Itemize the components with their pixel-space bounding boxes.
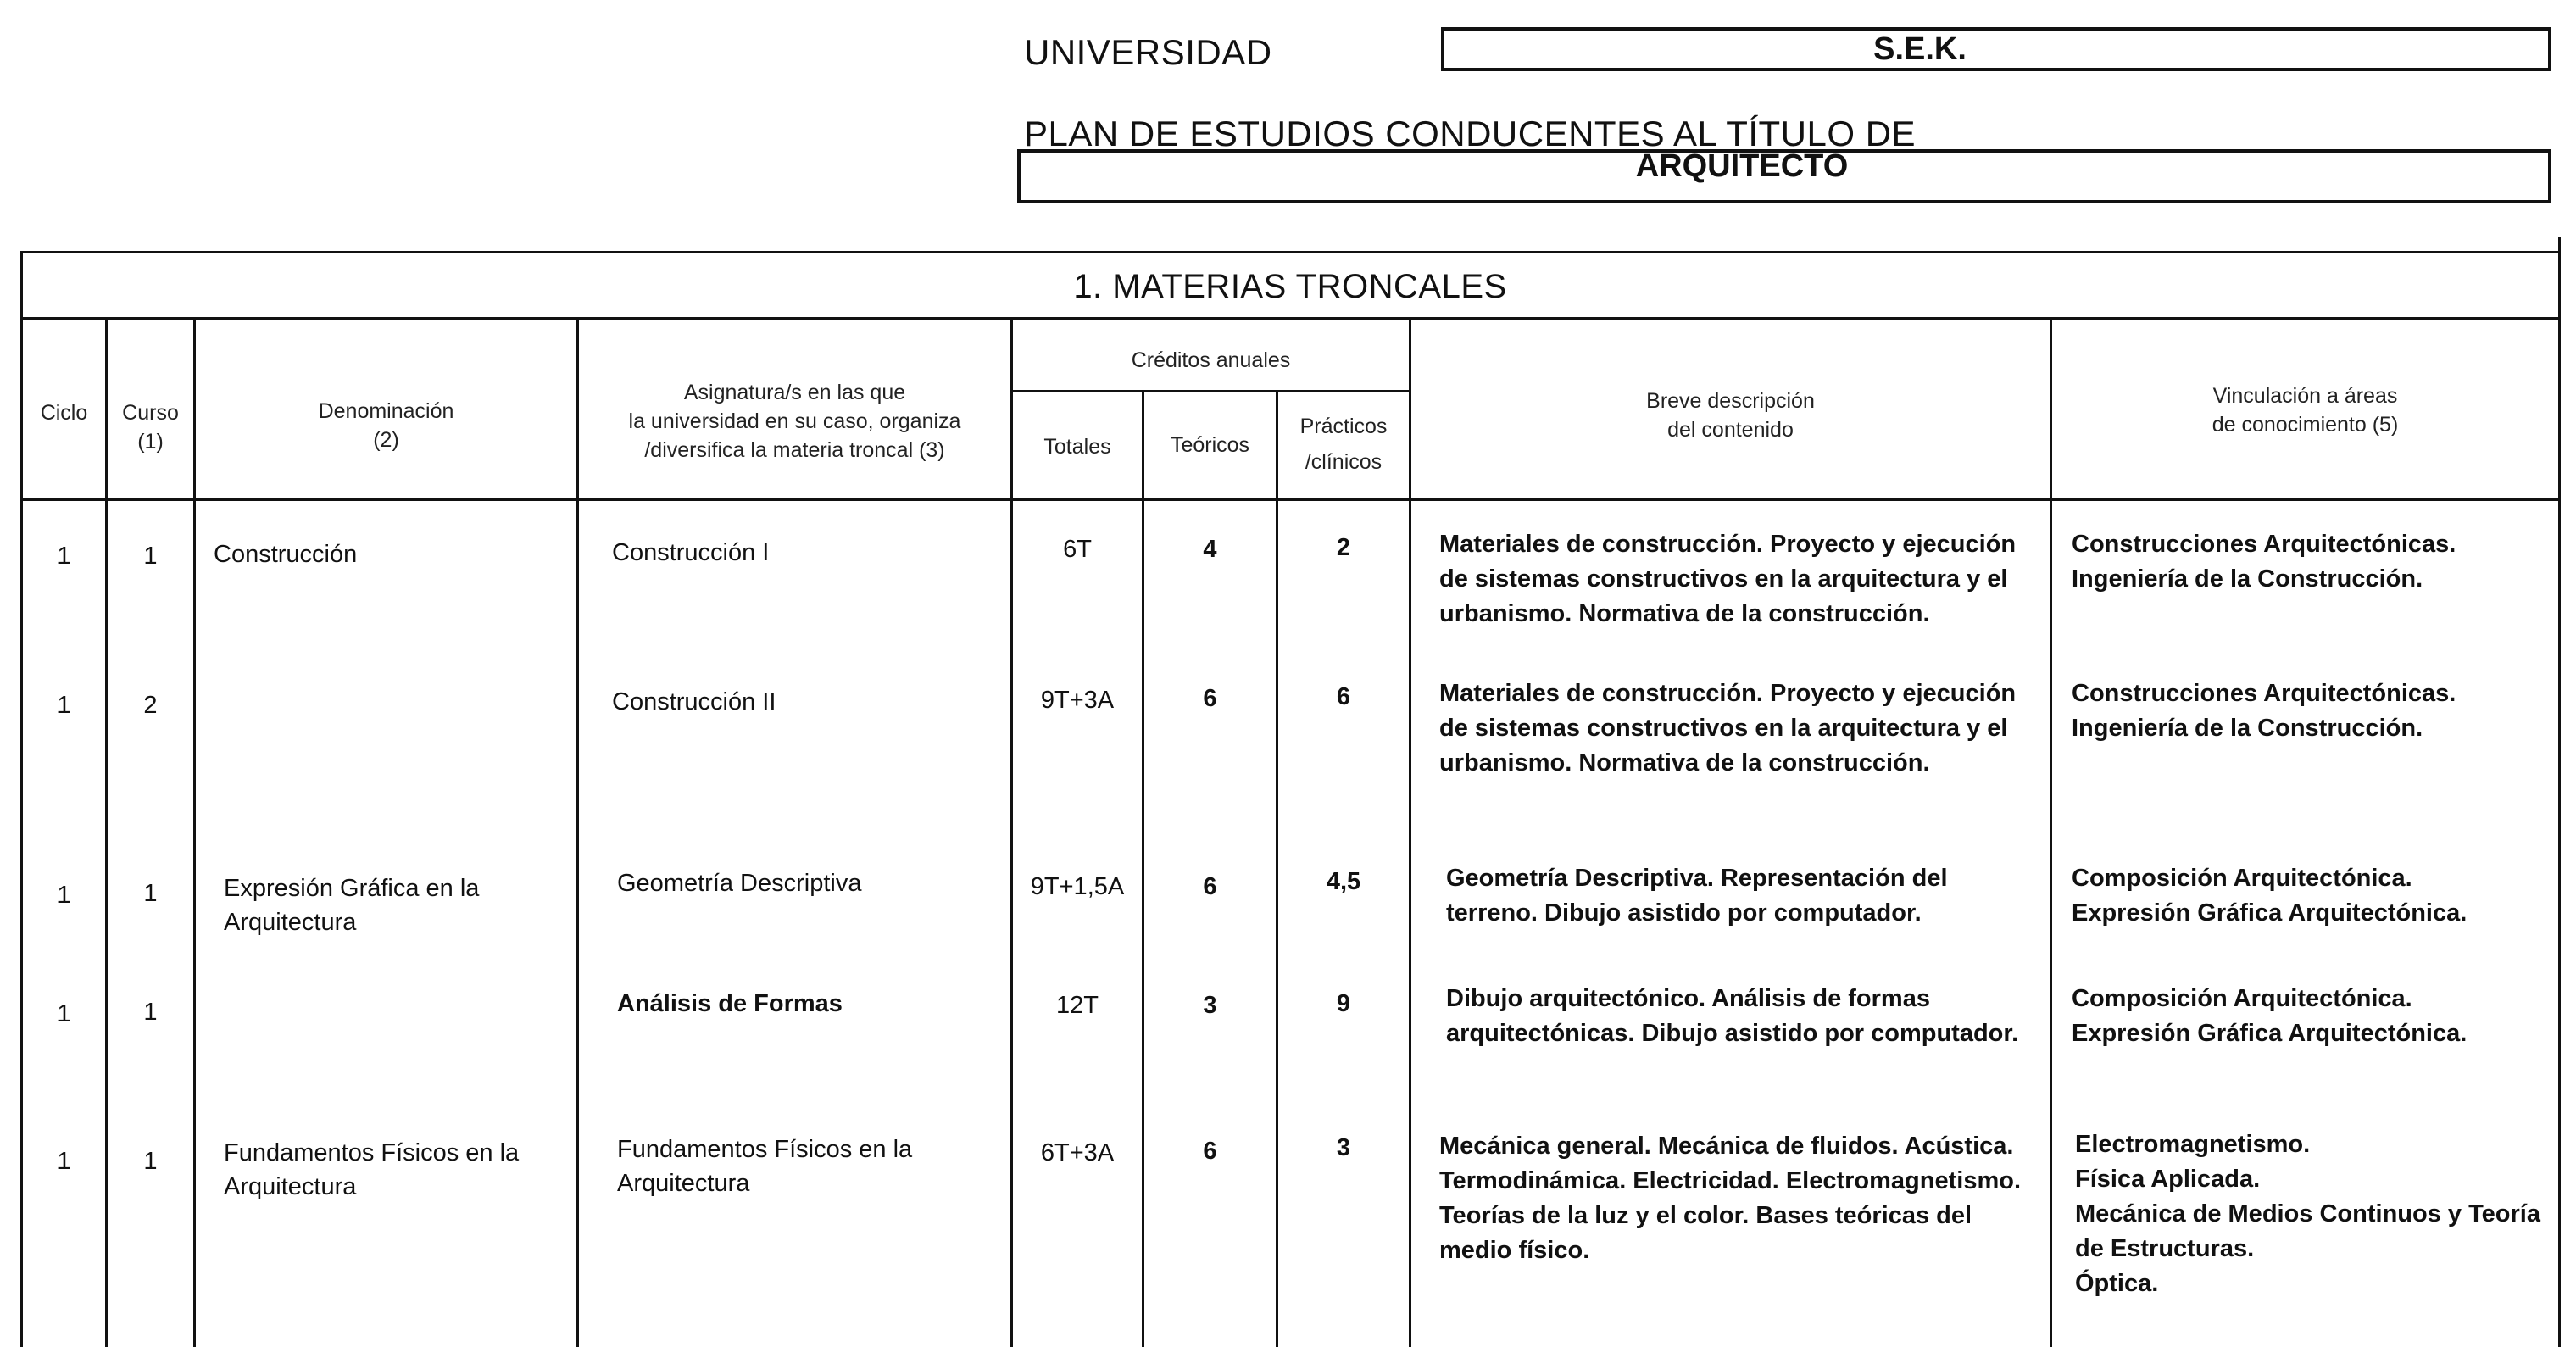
descripcion-line: terreno. Dibujo asistido por computador. bbox=[1446, 899, 1922, 927]
area-line: Expresión Gráfica Arquitectónica. bbox=[2072, 899, 2468, 927]
cell-totales: 9T+1,5A bbox=[1030, 873, 1125, 900]
cell-ciclo: 1 bbox=[57, 882, 71, 909]
asignatura-line: Fundamentos Físicos en la bbox=[617, 1136, 913, 1163]
cell-curso: 1 bbox=[143, 880, 158, 907]
col-practicos-line2: /clínicos bbox=[1305, 450, 1383, 474]
col-creditos: Créditos anuales bbox=[1131, 348, 1291, 372]
cell-denominacion bbox=[224, 871, 479, 939]
col-vinculacion-line1: Vinculación a áreas bbox=[2212, 384, 2398, 408]
cell-areas bbox=[2075, 1127, 2540, 1301]
cell-practicos: 3 bbox=[1336, 1134, 1351, 1161]
cell-descripcion bbox=[1439, 676, 2016, 781]
col-curso-note: (1) bbox=[137, 430, 164, 454]
descripcion-line: arquitectónicas. Dibujo asistido por computador. bbox=[1446, 1020, 2019, 1047]
area-line: Mecánica de Medios Continuos y Teoría bbox=[2075, 1200, 2540, 1227]
area-line: Electromagnetismo. bbox=[2075, 1131, 2311, 1158]
cell-curso: 2 bbox=[143, 692, 158, 719]
col-teoricos: Teóricos bbox=[1170, 433, 1250, 457]
descripcion-line: medio físico. bbox=[1439, 1237, 1590, 1264]
asignatura-line: Arquitectura bbox=[617, 1170, 750, 1197]
col-vinculacion-line2: de conocimiento (5) bbox=[2212, 413, 2399, 437]
cell-ciclo: 1 bbox=[57, 543, 71, 570]
descripcion-line: Mecánica general. Mecánica de fluidos. Acústica. bbox=[1439, 1133, 2014, 1160]
area-line: Óptica. bbox=[2075, 1270, 2159, 1297]
cell-curso: 1 bbox=[143, 999, 158, 1026]
cell-teoricos: 4 bbox=[1203, 536, 1217, 563]
col-asignatura-line2: la universidad en su caso, organiza bbox=[628, 409, 961, 433]
descripcion-line: Teorías de la luz y el color. Bases teóricas del bbox=[1439, 1202, 1972, 1229]
area-line: Expresión Gráfica Arquitectónica. bbox=[2072, 1020, 2468, 1047]
cell-totales: 9T+3A bbox=[1040, 687, 1115, 714]
cell-totales: 6T bbox=[1063, 536, 1092, 563]
col-curso: Curso bbox=[122, 401, 179, 425]
area-line: Ingeniería de la Construcción. bbox=[2072, 715, 2423, 742]
descripcion-line: Geometría Descriptiva. Representación del bbox=[1446, 865, 1948, 892]
cell-teoricos: 6 bbox=[1203, 685, 1217, 712]
cell-practicos: 6 bbox=[1336, 683, 1351, 710]
area-line: de Estructuras. bbox=[2075, 1235, 2255, 1262]
cell-descripcion bbox=[1446, 982, 2018, 1051]
university-label: UNIVERSIDAD bbox=[1024, 32, 1272, 72]
denominacion-line: Arquitectura bbox=[224, 909, 357, 936]
cell-curso: 1 bbox=[143, 543, 158, 570]
area-line: Construcciones Arquitectónicas. bbox=[2072, 531, 2456, 558]
descripcion-line: de sistemas constructivos en la arquitectura y el bbox=[1439, 715, 2008, 742]
cell-denominacion: Construcción bbox=[214, 541, 358, 568]
cell-descripcion bbox=[1439, 1129, 2021, 1268]
area-line: Composición Arquitectónica. bbox=[2072, 865, 2412, 892]
area-line: Composición Arquitectónica. bbox=[2072, 985, 2412, 1012]
col-denominacion: Denominación bbox=[318, 399, 454, 423]
descripcion-line: Termodinámica. Electricidad. Electromagnetismo. bbox=[1439, 1167, 2022, 1194]
cell-areas bbox=[2072, 861, 2467, 931]
cell-asignatura bbox=[617, 1133, 912, 1200]
cell-areas bbox=[2072, 527, 2456, 597]
cell-asignatura: Análisis de Formas bbox=[617, 990, 843, 1017]
cell-curso: 1 bbox=[143, 1148, 158, 1175]
cell-practicos: 2 bbox=[1336, 534, 1351, 561]
area-line: Física Aplicada. bbox=[2075, 1166, 2261, 1193]
cell-denominacion bbox=[224, 1136, 519, 1204]
cell-ciclo: 1 bbox=[57, 1000, 71, 1027]
cell-practicos: 9 bbox=[1336, 990, 1351, 1017]
section-title: 1. MATERIAS TRONCALES bbox=[1073, 268, 1507, 305]
col-totales: Totales bbox=[1043, 435, 1111, 459]
descripcion-line: urbanismo. Normativa de la construcción. bbox=[1439, 749, 1930, 776]
cell-descripcion bbox=[1446, 861, 1948, 931]
col-descripcion-line1: Breve descripción bbox=[1646, 389, 1815, 413]
col-asignatura-line1: Asignatura/s en las que bbox=[683, 381, 906, 404]
cell-totales: 12T bbox=[1056, 992, 1099, 1019]
cell-teoricos: 6 bbox=[1203, 873, 1217, 900]
cell-practicos: 4,5 bbox=[1326, 868, 1361, 895]
descripcion-line: urbanismo. Normativa de la construcción. bbox=[1439, 600, 1930, 627]
denominacion-line: Fundamentos Físicos en la bbox=[224, 1139, 520, 1166]
area-line: Construcciones Arquitectónicas. bbox=[2072, 680, 2456, 707]
cell-teoricos: 3 bbox=[1203, 992, 1217, 1019]
university-box bbox=[1441, 27, 2551, 71]
col-asignatura-line3: /diversifica la materia troncal (3) bbox=[644, 438, 945, 462]
col-descripcion-line2: del contenido bbox=[1667, 418, 1794, 442]
descripcion-line: de sistemas constructivos en la arquitectura y el bbox=[1439, 565, 2008, 593]
descripcion-line: Materiales de construcción. Proyecto y ejecución bbox=[1439, 531, 2017, 558]
area-line: Ingeniería de la Construcción. bbox=[2072, 565, 2423, 593]
cell-areas bbox=[2072, 676, 2456, 746]
cell-asignatura: Construcción II bbox=[612, 688, 776, 715]
cell-totales: 6T+3A bbox=[1040, 1139, 1115, 1166]
cell-asignatura: Geometría Descriptiva bbox=[617, 870, 862, 897]
descripcion-line: Materiales de construcción. Proyecto y ejecución bbox=[1439, 680, 2017, 707]
cell-areas bbox=[2072, 982, 2467, 1051]
cell-descripcion bbox=[1439, 527, 2016, 632]
col-denominacion-note: (2) bbox=[373, 428, 399, 452]
denominacion-line: Arquitectura bbox=[224, 1173, 357, 1200]
plan-label: PLAN DE ESTUDIOS CONDUCENTES AL TÍTULO DE bbox=[1024, 114, 1917, 153]
plan-value: ARQUITECTO bbox=[1635, 148, 1849, 184]
cell-ciclo: 1 bbox=[57, 1148, 71, 1175]
col-practicos-line1: Prácticos bbox=[1299, 415, 1388, 438]
col-ciclo: Ciclo bbox=[40, 401, 88, 425]
descripcion-line: Dibujo arquitectónico. Análisis de formas bbox=[1446, 985, 1930, 1012]
cell-asignatura: Construcción I bbox=[612, 539, 770, 566]
denominacion-line: Expresión Gráfica en la bbox=[224, 875, 480, 902]
cell-teoricos: 6 bbox=[1203, 1138, 1217, 1165]
university-value: S.E.K. bbox=[1873, 31, 1967, 67]
plan-box bbox=[1017, 149, 2551, 203]
cell-ciclo: 1 bbox=[57, 692, 71, 719]
